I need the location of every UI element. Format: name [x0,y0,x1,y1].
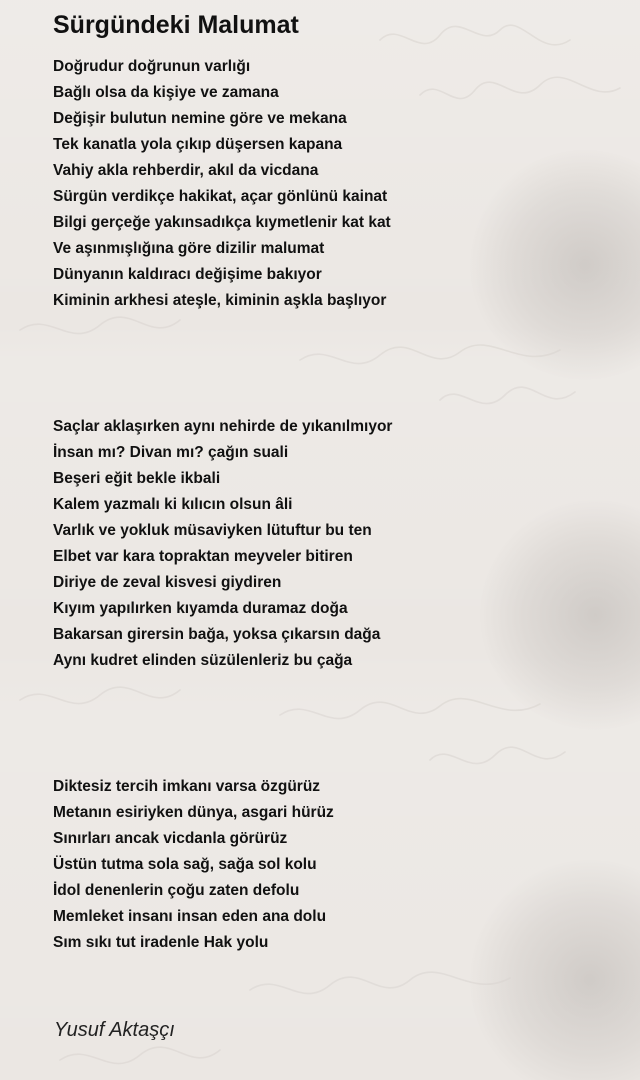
poem-line: Tek kanatla yola çıkıp düşersen kapana [53,136,343,153]
poem-line: Memleket insanı insan eden ana dolu [53,908,327,925]
poem-line: Diktesiz tercih imkanı varsa özgürüz [53,778,321,795]
stanza-3 [53,774,334,956]
poem-line: Doğrudur doğrunun varlığı [53,58,251,75]
poem-line: Bilgi gerçeğe yakınsadıkça kıymetlenir kat kat [53,214,391,231]
poem-line: Üstün tutma sola sağ, sağa sol kolu [53,856,317,873]
poem-line: Sınırları ancak vicdanla görürüz [53,830,288,847]
poem-line: Varlık ve yokluk müsaviyken lütuftur bu ten [53,522,372,539]
poem-line: Dünyanın kaldıracı değişime bakıyor [53,266,322,283]
poem-line: Bakarsan girersin bağa, yoksa çıkarsın dağa [53,626,381,643]
poem-line: Saçlar aklaşırken aynı nehirde de yıkanılmıyor [53,418,393,435]
poem-line: Kıyım yapılırken kıyamda duramaz doğa [53,600,348,617]
stanza-1 [53,54,391,314]
poem-line: Aynı kudret elinden süzülenleriz bu çağa [53,652,353,669]
poem-line: Bağlı olsa da kişiye ve zamana [53,84,279,101]
poem-line: Kalem yazmalı ki kılıcın olsun âli [53,496,293,513]
poem-line: Sım sıkı tut iradenle Hak yolu [53,934,269,951]
poem-line: Diriye de zeval kisvesi giydiren [53,574,282,591]
poem-line: Değişir bulutun nemine göre ve mekana [53,110,347,127]
poem-line: İdol denenlerin çoğu zaten defolu [53,882,300,899]
stanza-2 [53,414,392,674]
poem-line: Beşeri eğit bekle ikbali [53,470,221,487]
poem-line: Kiminin arkhesi ateşle, kiminin aşkla başlıyor [53,292,387,309]
poem-line: Metanın esiriyken dünya, asgari hürüz [53,804,334,821]
poem-author: Yusuf Aktaşçı [54,1019,175,1041]
poem-line: Sürgün verdikçe hakikat, açar gönlünü kainat [53,188,388,205]
poem-title: Sürgündeki Malumat [53,11,299,39]
poem-line: Elbet var kara topraktan meyveler bitiren [53,548,353,565]
poem-line: Vahiy akla rehberdir, akıl da vicdana [53,162,319,179]
poem-line: Ve aşınmışlığına göre dizilir malumat [53,240,325,257]
poem-line: İnsan mı? Divan mı? çağın suali [53,444,289,461]
